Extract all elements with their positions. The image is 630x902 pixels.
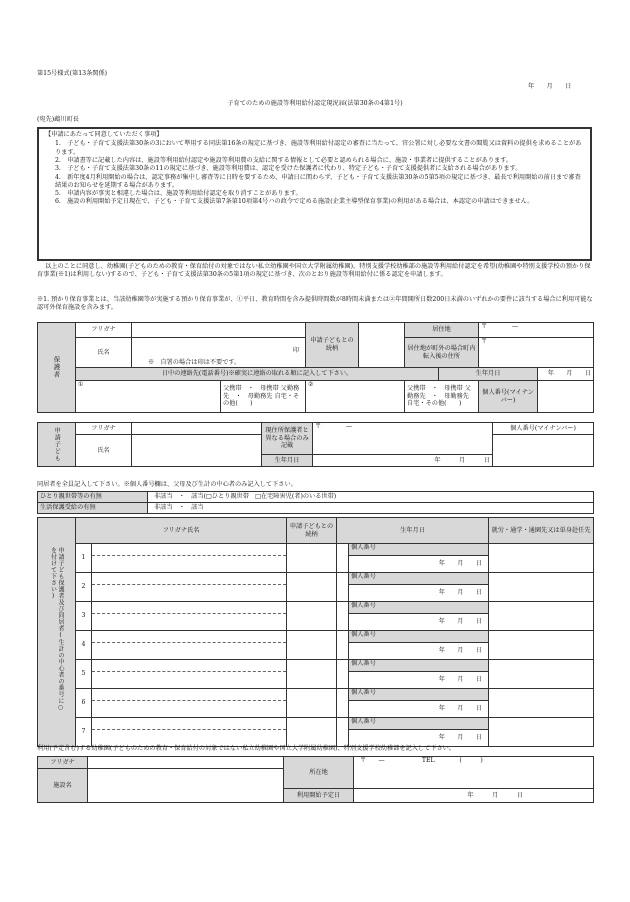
facility-name-label: 施設名 <box>38 769 88 803</box>
member-birth-cell[interactable] <box>349 689 489 718</box>
household-members-table <box>37 517 594 747</box>
page-title: 子育てのための施設等利用給付認定現況届(法第30条の4第1号) <box>227 100 403 107</box>
child-name-label: 氏名 <box>76 435 132 467</box>
child-current-address-field[interactable]: 〒 — <box>313 423 493 455</box>
agreement-statement: 以上のことに同意し、幼稚園(子どものための教育・保育給付の対象ではない私立幼稚園や国立大学附属幼稚園)、特別支援学校幼稚部の施設等利用給付認定を希望(幼稚園や特別支援学校の預かり保育事業(※1)は利用しない)するので、子ども・子育て支援法第30条の5第1項の規定に基づき、次のとおり施設等利用給付に係る認定を申請します。 <box>37 263 591 279</box>
member-relation-field[interactable] <box>287 602 337 631</box>
consent-notice-box <box>37 127 592 261</box>
facility-furigana-field[interactable] <box>88 757 284 769</box>
form-number: 第15号様式(第13条関係) <box>37 70 108 77</box>
member-work-field[interactable] <box>489 631 594 660</box>
notice-item: 5. 申請内容が事実と相違した場合は、施設等利用給付認定を取り消すことがあります。 <box>55 190 302 198</box>
contact-1-type[interactable]: 父携帯 ・ 母携帯 父勤務先 ・ 母勤務先 自宅・その他( ) <box>221 381 306 413</box>
guardian-relation-label: 申請子どもとの続柄 <box>306 323 359 368</box>
member-birth-field[interactable]: 年 月 日 <box>438 676 483 683</box>
row-number: 3 <box>76 602 92 631</box>
member-birth-cell[interactable] <box>349 573 489 602</box>
guardian-birth-label: 生年月日 <box>439 368 538 381</box>
member-relation-field[interactable] <box>287 718 337 747</box>
household-side-label: 申請子ども保護者及び同居者(生計の中心者の番号に○を付けて下さい) <box>38 518 76 747</box>
member-birth-cell[interactable] <box>349 660 489 689</box>
my-number-label: 個人番号 <box>349 631 488 643</box>
child-table <box>37 422 594 467</box>
member-work-field[interactable] <box>489 718 594 747</box>
household-status-table <box>37 491 594 514</box>
member-work-field[interactable] <box>489 544 594 573</box>
child-furigana-field[interactable] <box>132 423 262 435</box>
col-work-header: 就労・通学・通園先又は単身赴任先 <box>489 518 594 544</box>
single-parent-label: ひとり親世帯等の有無 <box>38 492 148 503</box>
member-name-field[interactable] <box>92 689 287 718</box>
facility-intro: 利用(予定含む)する幼稚園(子どものための教育・保育給付の対象ではない私立幼稚園や国立大学附属幼稚園)、特別支援学校幼稚部を記入して下さい。 <box>37 745 456 752</box>
notice-item: 2. 申請書等に記載した内容は、施設等利用給付認定や施設等利用費の支給に関する情報として必要と認められる場合に、施設・事業者に提供することがあります。 <box>55 156 513 164</box>
submission-date[interactable]: 年 月 日 <box>528 83 572 90</box>
notice-item: 6. 施設の利用開始予定日現在で、子ども・子育て支援法第7条第10項第4号ハの政令で定める施設(企業主導型保育事業)の利用がある場合は、本認定の申請はできません。 <box>55 198 534 206</box>
member-birth-cell[interactable] <box>349 544 489 573</box>
member-name-field[interactable] <box>92 631 287 660</box>
row-number: 1 <box>76 544 92 573</box>
notice-heading: 【申請にあたって同意していただく事項】 <box>45 131 163 138</box>
child-birth-label: 生年月日 <box>262 455 313 467</box>
member-name-field[interactable] <box>92 573 287 602</box>
member-work-field[interactable] <box>489 573 594 602</box>
facility-location-label: 所在地 <box>284 757 354 789</box>
single-parent-options[interactable]: 非該当 ・ 該当(□ひとり親世帯 □在宅障害児(者)のいる世帯) <box>148 492 594 503</box>
member-birth-field[interactable]: 年 月 日 <box>438 560 483 567</box>
table-row <box>38 631 594 660</box>
facility-name-field[interactable] <box>88 769 284 803</box>
row-number: 7 <box>76 718 92 747</box>
child-my-number-label: 個人番号(マイナンバー) <box>493 423 594 435</box>
guardian-section-label: 保護者 <box>38 323 76 413</box>
child-my-number-field[interactable] <box>493 435 594 467</box>
guardian-furigana-field[interactable] <box>132 323 306 338</box>
addressee: (宛先)鵡川町長 <box>37 116 79 123</box>
guardian-address-field[interactable]: 〒 — <box>479 323 594 338</box>
guardian-relation-field[interactable] <box>359 323 405 368</box>
col-name-header: フリガナ氏名 <box>76 518 287 544</box>
facility-location-field[interactable]: 〒 — TEL ( ) <box>354 757 594 789</box>
my-number-label: 個人番号 <box>349 602 488 614</box>
member-birth-cell[interactable] <box>349 602 489 631</box>
my-number-label: 個人番号 <box>349 544 488 556</box>
table-row <box>38 660 594 689</box>
member-birth-cell[interactable] <box>349 631 489 660</box>
row-number: 5 <box>76 660 92 689</box>
child-furigana-label: フリガナ <box>76 423 132 435</box>
row-number: 4 <box>76 631 92 660</box>
member-name-field[interactable] <box>92 602 287 631</box>
member-relation-field[interactable] <box>287 689 337 718</box>
member-name-field[interactable] <box>92 718 287 747</box>
notice-list <box>45 140 584 206</box>
contact-1-field[interactable]: ① <box>76 381 221 413</box>
member-birth-field[interactable]: 年 月 日 <box>438 705 483 712</box>
guardian-birth-field[interactable]: 年 月 日 <box>538 368 594 381</box>
col-relation-header: 申請子どもとの続柄 <box>287 518 337 544</box>
row-number: 6 <box>76 689 92 718</box>
guardian-address-label: 居住地 <box>405 323 479 338</box>
start-date-field[interactable]: 年 月 日 <box>354 789 594 803</box>
seal-note: ※ 自署の場合は印は不要です。 <box>148 359 241 367</box>
daytime-contact-note: 日中の連絡先(電話番号)※確実に連絡の取れる順に記入して下さい。 <box>76 368 439 381</box>
member-birth-field[interactable]: 年 月 日 <box>438 589 483 596</box>
moved-address-field[interactable]: 〒 <box>479 338 594 368</box>
member-birth-cell[interactable] <box>349 718 489 747</box>
child-name-field[interactable] <box>132 435 262 467</box>
table-row <box>38 689 594 718</box>
guardian-my-number-label: 個人番号(マイナンバー) <box>479 381 538 413</box>
contact-2-type[interactable]: 父携帯 ・ 母携帯 父勤務先 ・ 母勤務先 自宅・その他( ) <box>405 381 479 413</box>
my-number-label: 個人番号 <box>349 660 488 672</box>
moved-address-label: 居住地が町外の場合町内転入後の住所 <box>405 338 479 368</box>
seal-mark: 印 <box>292 347 300 354</box>
my-number-label: 個人番号 <box>349 689 488 701</box>
facility-furigana-label: フリガナ <box>38 757 88 769</box>
guardian-name-label: 氏名 <box>76 338 132 368</box>
col-birth-header: 生年月日 <box>337 518 489 544</box>
guardian-table <box>37 322 594 413</box>
member-relation-field[interactable] <box>287 544 337 573</box>
member-work-field[interactable] <box>489 602 594 631</box>
notice-item: 3. 子ども・子育て支援法第30条の11の規定に基づき、施設等利用費は、認定を受けた保護者に代わり、特定子ども・子育て支援提供者に支給される場合があります。 <box>55 165 522 173</box>
welfare-label: 生活保護受給の有無 <box>38 503 148 514</box>
notice-item: 1. 子ども・子育て支援法第30条の3において準用する同法第16条の規定に基づき、施設等利用給付認定の審査に当たって、官公署に対し必要な文書の閲覧又は資料の提供を求めることがあります。 <box>55 140 582 156</box>
child-section-label: 申請子ども <box>38 423 76 467</box>
footnote-1: ※1. 預かり保育事業とは、当該幼稚園等が実施する預かり保育事業が、①平日、教育時間を含み提供時間数が8時間未満または②年間開所日数200日未満のいずれかの要件に該当する場合に利用可能な認可外保育施設を含みます。 <box>37 296 593 312</box>
my-number-label: 個人番号 <box>349 718 488 730</box>
table-row <box>38 573 594 602</box>
member-relation-field[interactable] <box>287 573 337 602</box>
member-work-field[interactable] <box>489 660 594 689</box>
member-birth-field[interactable]: 年 月 日 <box>438 734 483 741</box>
member-name-field[interactable] <box>92 660 287 689</box>
table-row <box>38 602 594 631</box>
guardian-name-field[interactable] <box>132 338 306 368</box>
child-birth-field[interactable]: 年 月 日 <box>313 455 493 467</box>
my-number-label: 個人番号 <box>349 573 488 585</box>
member-name-field[interactable] <box>92 544 287 573</box>
member-relation-field[interactable] <box>287 631 337 660</box>
guardian-furigana-label: フリガナ <box>76 323 132 338</box>
table-row <box>38 544 594 573</box>
row-number: 2 <box>76 573 92 602</box>
notice-item: 4. 新年度4月利用開始の場合は、認定事務が集中し審査等に日時を要するため、申請日に関わらず、子ども・子育て支援法第30条の5第5項の規定に基づき、最長で利用開始の前日まで審査結果のお知らせを延期する場合があります。 <box>55 173 581 189</box>
member-birth-field[interactable]: 年 月 日 <box>438 618 483 625</box>
member-relation-field[interactable] <box>287 660 337 689</box>
household-intro: 同居者を全員記入して下さい。※個人番号欄は、父母及び生計の中心者のみ記入して下さい。 <box>37 481 297 488</box>
start-date-label: 利用開始予定日 <box>284 789 354 803</box>
welfare-options[interactable]: 非該当 ・ 該当 <box>148 503 594 514</box>
member-birth-field[interactable]: 年 月 日 <box>438 647 483 654</box>
table-row <box>38 718 594 747</box>
guardian-my-number-field[interactable] <box>538 381 594 413</box>
facility-table <box>37 756 594 803</box>
member-work-field[interactable] <box>489 689 594 718</box>
contact-2-field[interactable]: ② <box>306 381 405 413</box>
child-current-address-label: 現住所保護者と異なる場合のみ記載 <box>262 423 313 455</box>
